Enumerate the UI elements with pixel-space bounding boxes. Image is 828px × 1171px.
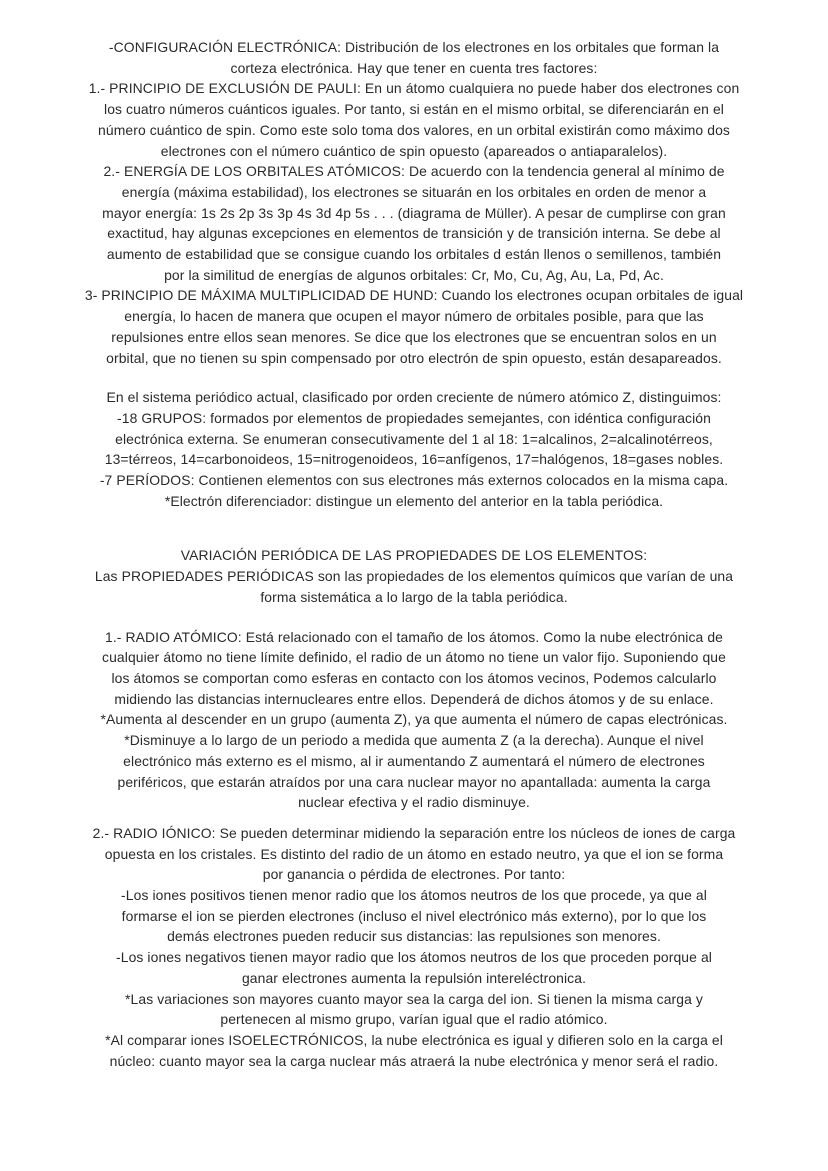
periodic-properties-intro [0,545,828,607]
text-line: los átomos se comportan como esferas en contacto con los átomos vecinos, Podemos calcularlo [111,669,717,686]
text-line: midiendo las distancias internucleares entre ellos. Dependerá de dichos átomos y de su enlace. [114,690,714,707]
text-line: -CONFIGURACIÓN ELECTRÓNICA: Distribución de los electrones en los orbitales que forman la [108,39,720,55]
text-line: *Disminuye a lo largo de un periodo a medida que aumenta Z (a la derecha). Aunque el nivel [124,732,704,749]
text-line: Las PROPIEDADES PERIÓDICAS son las propiedades de los elementos químicos que varían de una [94,568,734,585]
text-line: energía, lo hacen de manera que ocupen el mayor número de orbitales posible, para que las [124,308,704,325]
text-line: nuclear efectiva y el radio disminuye. [298,794,530,811]
text-line: -Los iones negativos tienen mayor radio que los átomos neutros de los que proceden porque al [116,949,712,966]
text-line: *Electrón diferenciador: distingue un elemento del anterior en la tabla periódica. [164,492,664,509]
ionic-radius-section [0,823,828,1071]
text-line: número cuántico de spin. Como este solo toma dos valores, en un orbital existirán como máximo dos [98,121,730,138]
text-line: corteza electrónica. Hay que tener en cuenta tres factores: [230,59,598,76]
text-line: *Al comparar iones ISOELECTRÓNICOS, la nube electrónica es igual y difieren solo en la carga el [105,1031,723,1048]
text-line: núcleo: cuanto mayor sea la carga nuclear más atraerá la nube electrónica y menor será el radio. [109,1052,719,1069]
text-line: 1.- PRINCIPIO DE EXCLUSIÓN DE PAULI: En un átomo cualquiera no puede haber dos electrones con [88,80,740,97]
text-line: electrones con el número cuántico de spin opuesto (apareados o antiaparalelos). [160,142,668,159]
text-line: energía (máxima estabilidad), los electrones se situarán en los orbitales en orden de menor a [121,183,707,200]
text-line: orbital, que no tienen su spin compensado por otro electrón de spin opuesto, están desapareados. [106,349,722,366]
text-line: por la similitud de energías de algunos orbitales: Cr, Mo, Cu, Ag, Au, La, Pd, Ac. [164,266,664,283]
text-line: 1.- RADIO ATÓMICO: Está relacionado con el tamaño de los átomos. Como la nube electrónica de [104,628,724,645]
text-line: pertenecen al mismo grupo, varían igual que el radio atómico. [220,1011,608,1028]
text-line: periféricos, que estarán atraídos por una cara nuclear mayor no apantallada: aumenta la carga [117,773,711,790]
text-line: -18 GRUPOS: formados por elementos de propiedades semejantes, con idéntica configuración [117,409,711,426]
text-line: formarse el ion se pierden electrones (incluso el nivel electrónico más externo), por lo que los [121,907,707,924]
text-line: opuesta en los cristales. Es distinto del radio de un átomo en estado neutro, ya que el ion se forma [104,845,724,862]
text-line: demás electrones pueden reducir sus distancias: las repulsiones son menores. [167,928,661,945]
text-line: 2.- ENERGÍA DE LOS ORBITALES ATÓMICOS: De acuerdo con la tendencia general al mínimo de [103,163,725,180]
text-line: *Aumenta al descender en un grupo (aumenta Z), ya que aumenta el número de capas electrónicas. [100,711,728,728]
text-line: VARIACIÓN PERIÓDICA DE LAS PROPIEDADES DE LOS ELEMENTOS: [180,547,648,564]
atomic-radius-section [0,627,828,813]
text-line: 2.- RADIO IÓNICO: Se pueden determinar midiendo la separación entre los núcleos de iones de carga [92,824,736,841]
periodic-system-section [0,387,828,511]
electron-configuration-section [0,37,828,368]
text-line: aumento de estabilidad que se consigue cuando los orbitales d están llenos o semillenos, también [106,246,722,263]
text-line: cualquier átomo no tiene límite definido, el radio de un átomo no tiene un valor fijo. Suponiendo que [102,649,726,666]
text-line: repulsiones entre ellos sean menores. Se dice que los electrones que se encuentran solos en un [111,328,717,345]
text-line: forma sistemática a lo largo de la tabla periódica. [260,588,568,605]
text-line: 3- PRINCIPIO DE MÁXIMA MULTIPLICIDAD DE HUND: Cuando los electrones ocupan orbitales de igual [84,287,744,304]
text-line: por ganancia o pérdida de electrones. Por tanto: [262,866,566,883]
text-line: -Los iones positivos tienen menor radio que los átomos neutros de los que procede, ya que al [121,887,707,904]
text-line: los cuatro números cuánticos iguales. Por tanto, si están en el mismo orbital, se diferenciarán en el [104,101,724,118]
text-line: 13=térreos, 14=carbonoideos, 15=nitrogenoideos, 16=anfígenos, 17=halógenos, 18=gases nobles. [104,451,724,468]
text-line: ganar electrones aumenta la repulsión intereléctronica. [241,969,587,986]
text-line: exactitud, hay algunas excepciones en elementos de transición y de transición interna. Se debe al [107,225,721,242]
text-line: mayor energía: 1s 2s 2p 3s 3p 4s 3d 4p 5s . . . (diagrama de Müller). A pesar de cumplirse con gran [102,204,726,221]
document-page [0,37,828,1071]
text-line: -7 PERÍODOS: Contienen elementos con sus electrones más externos colocados en la misma capa. [99,472,729,489]
text-line: En el sistema periódico actual, clasificado por orden creciente de número atómico Z, distinguimos: [106,389,722,406]
text-line: electrónica externa. Se enumeran consecutivamente del 1 al 18: 1=alcalinos, 2=alcalinotérreos, [115,430,713,447]
text-line: *Las variaciones son mayores cuanto mayor sea la carga del ion. Si tienen la misma carga y [125,990,703,1007]
text-line: electrónico más externo es el mismo, al ir aumentando Z aumentará el número de electrones [123,752,705,769]
